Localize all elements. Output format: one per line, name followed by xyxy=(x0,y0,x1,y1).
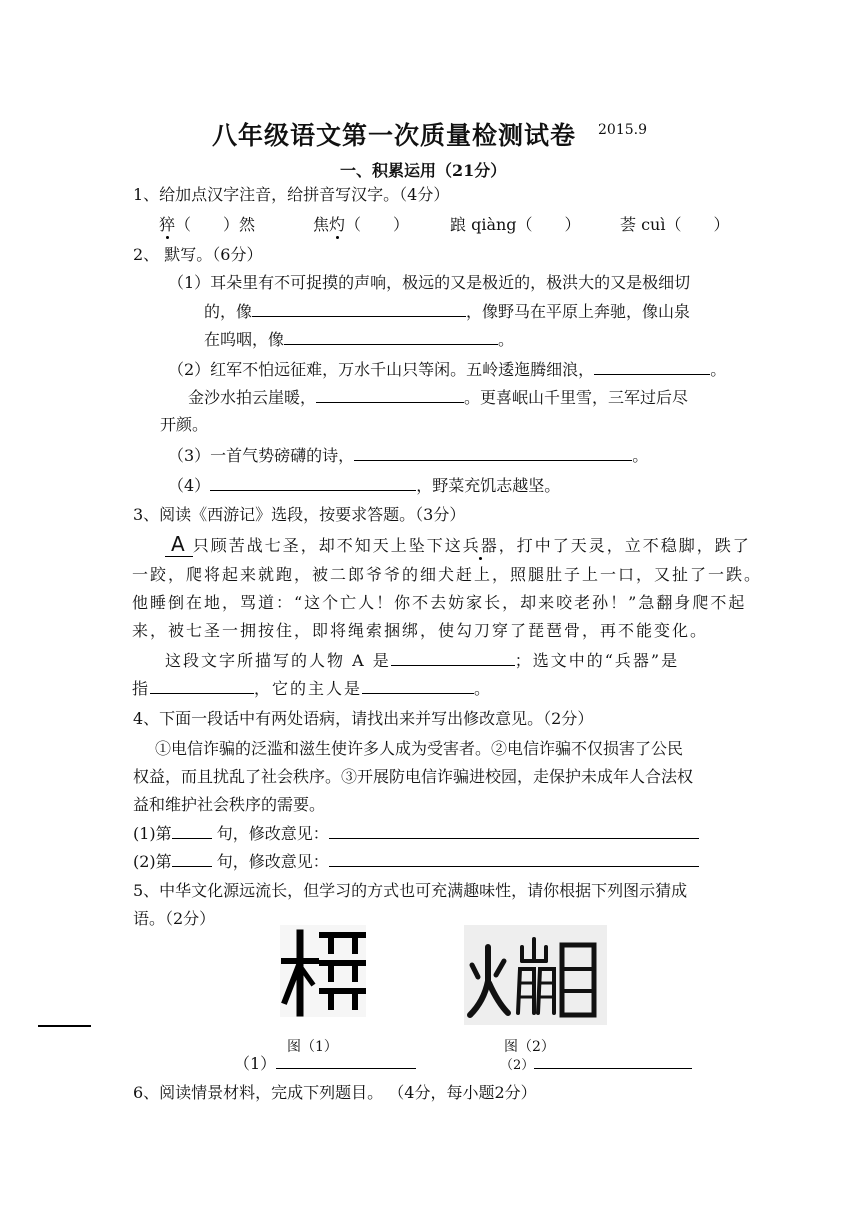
q4-answer-1: (1)第 句，修改意见： xyxy=(133,822,699,845)
q1-item-4: 荟 cuì（ ） xyxy=(620,215,730,234)
figure-2-glyph xyxy=(464,925,607,1025)
q2-p2-line1: （2）红军不怕远征难，万水千山只等闲。五岭逶迤腾细浪， 。 xyxy=(168,360,727,379)
answer-blank[interactable] xyxy=(391,649,515,666)
answer-blank[interactable] xyxy=(329,850,699,867)
q1-item-3: 踉 qiàng（ ） xyxy=(450,215,581,234)
q2-p2-line3: 开颜。 xyxy=(160,415,209,434)
dotted-char: 灼 xyxy=(329,215,346,234)
character-a-label: A xyxy=(165,532,193,557)
answer-blank[interactable] xyxy=(362,677,474,694)
q3-question-line2: 指 ，它的主人是 。 xyxy=(132,679,493,698)
answer-blank[interactable] xyxy=(316,386,464,403)
q3-passage-line4: 来，被七圣一拥按住，即将绳索捆绑，使勾刀穿了琵琶骨，再不能变化。 xyxy=(132,621,709,640)
figure-1-caption: 图（1） xyxy=(287,1039,338,1055)
figure-1-image xyxy=(280,925,366,1017)
answer-blank[interactable] xyxy=(594,358,710,375)
q4-para-line1: ①电信诈骗的泛滥和滋生使许多人成为受害者。②电信诈骗不仅损害了公民 xyxy=(155,739,684,758)
answer-blank[interactable] xyxy=(534,1052,692,1069)
q2-p1-line1: （1）耳朵里有不可捉摸的声响，极远的又是极近的，极洪大的又是极细切 xyxy=(168,273,691,292)
q3-passage-line2: 一跤，爬将起来就跑，被二郎爷爷的细犬赶上，照腿肚子上一口，又扯了一跌。 xyxy=(132,565,763,584)
q1-item-2: 焦灼（ ） xyxy=(313,215,410,234)
q3-passage-line1: A 只顾苦战七圣，却不知天上坠下这兵器，打中了天灵，立不稳脚，跌了 xyxy=(165,532,751,556)
q6-stem: 6、阅读情景材料，完成下列题目。 （4分，每小题2分） xyxy=(133,1083,537,1102)
q2-p2-line2: 金沙水拍云崖暖， 。更喜岷山千里雪，三军过后尽 xyxy=(188,388,689,407)
q3-passage-line3: 他睡倒在地，骂道：“这个亡人！你不去妨家长，却来咬老孙！”急翻身爬不起 xyxy=(132,593,747,612)
exam-date: 2015.9 xyxy=(598,122,647,138)
q2-p4: （4） ，野菜充饥志越坚。 xyxy=(168,476,561,495)
q5-answer-2: （2） xyxy=(500,1052,692,1077)
answer-blank[interactable] xyxy=(276,1052,416,1069)
q2-p3: （3）一首气势磅礴的诗， 。 xyxy=(168,446,649,465)
q5-answer-1: （1） xyxy=(234,1052,416,1075)
q3-question-line1: 这段文字所描写的人物 A 是 ；选文中的“兵器”是 xyxy=(165,651,680,670)
exam-title: 八年级语文第一次质量检测试卷 xyxy=(212,121,577,150)
section-title: 一、积累运用（21分） xyxy=(340,161,507,180)
q5-stem-line1: 5、中华文化源远流长，但学习的方式也可充满趣味性，请你根据下列图示猜成 xyxy=(133,881,688,900)
figure-1-glyph xyxy=(280,925,366,1017)
figure-2-image xyxy=(464,925,607,1025)
q4-para-line3: 益和维护社会秩序的需要。 xyxy=(133,795,326,814)
dotted-char: 猝 xyxy=(159,215,176,234)
figure-2-caption: 图（2） xyxy=(504,1039,555,1055)
margin-rule xyxy=(38,1025,91,1027)
answer-blank[interactable] xyxy=(150,677,254,694)
q4-stem: 4、下面一段话中有两处语病，请找出来并写出修改意见。（2分） xyxy=(133,709,594,728)
q2-stem: 2、 默写。（6分） xyxy=(133,245,263,264)
answer-blank[interactable] xyxy=(252,300,466,317)
answer-blank[interactable] xyxy=(172,822,212,839)
answer-blank[interactable] xyxy=(210,474,416,491)
q1-item-1: 猝（ ）然 xyxy=(159,215,256,234)
answer-blank[interactable] xyxy=(172,850,212,867)
q1-stem: 1、给加点汉字注音，给拼音写汉字。（4分） xyxy=(133,185,450,204)
answer-blank[interactable] xyxy=(284,328,498,345)
q3-stem: 3、阅读《西游记》选段，按要求答题。（3分） xyxy=(133,505,466,524)
q2-p1-line3: 在呜咽，像 。 xyxy=(204,330,515,349)
q5-stem-line2: 语。（2分） xyxy=(133,909,216,928)
q2-p1-line2: 的，像 ，像野马在平原上奔驰，像山泉 xyxy=(204,302,691,321)
q4-answer-2: (2)第 句，修改意见： xyxy=(133,850,699,873)
q4-para-line2: 权益，而且扰乱了社会秩序。③开展防电信诈骗进校园，走保护未成年人合法权 xyxy=(133,767,694,786)
answer-blank[interactable] xyxy=(354,444,632,461)
answer-blank[interactable] xyxy=(329,822,699,839)
